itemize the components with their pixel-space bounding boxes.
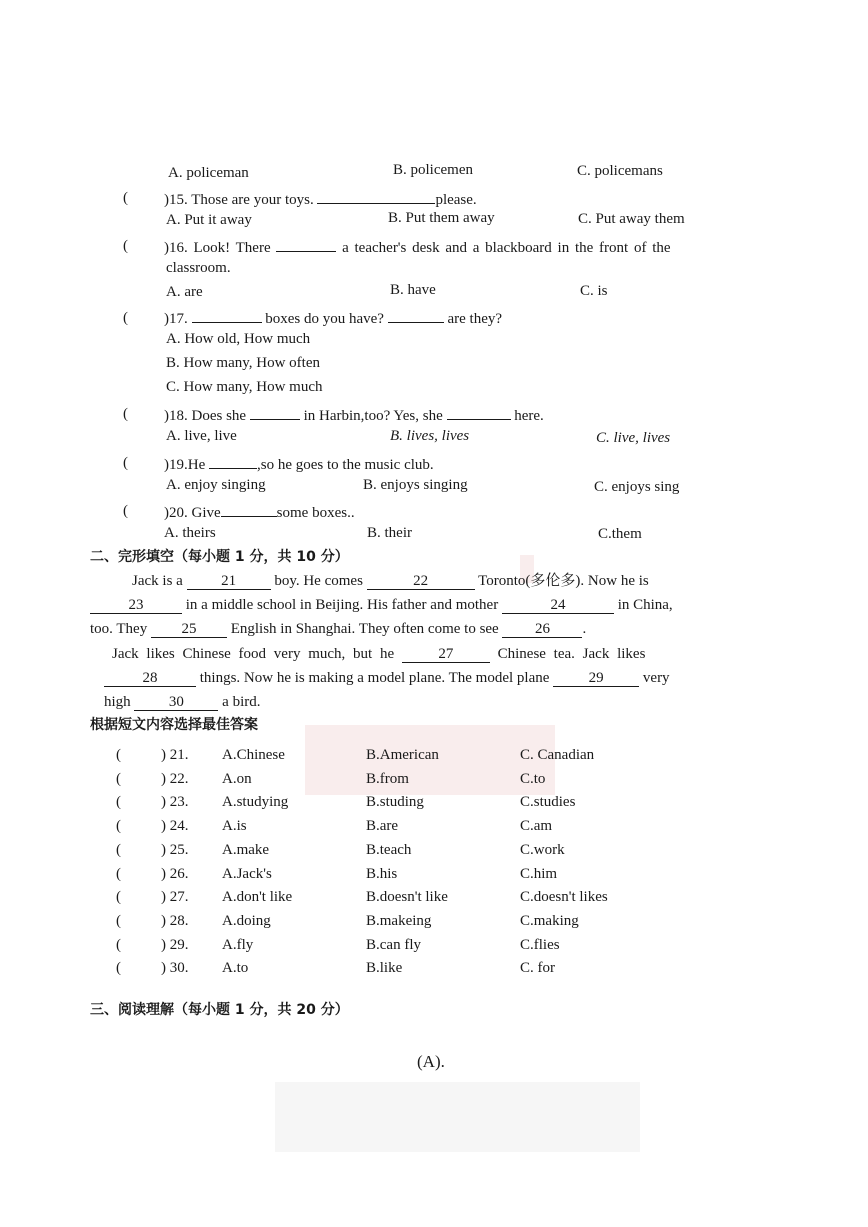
question-number: ) 28. bbox=[161, 913, 189, 929]
question-16 bbox=[164, 235, 671, 257]
question-stem: are they? bbox=[447, 311, 503, 327]
option-a: A.Jack's bbox=[222, 866, 272, 882]
option-a: A.is bbox=[222, 818, 247, 834]
question-stem: classroom. bbox=[166, 260, 231, 276]
question-stem: )18. Does she bbox=[164, 408, 247, 424]
answer-blank bbox=[447, 403, 511, 420]
option-b: B.studing bbox=[366, 794, 424, 810]
answer-paren: ( bbox=[116, 866, 121, 882]
passage-text: boy. He comes bbox=[274, 573, 363, 589]
cloze-blank: 26 bbox=[502, 621, 582, 638]
option-b: B.his bbox=[366, 866, 398, 882]
question-stem: in Harbin,too? Yes, she bbox=[303, 408, 443, 424]
question-number: ) 24. bbox=[161, 818, 189, 834]
passage-text: English in Shanghai. They often come to see bbox=[230, 621, 499, 637]
option-a: A.make bbox=[222, 842, 270, 858]
passage-text: Toronto(多伦多). Now he is bbox=[478, 573, 649, 589]
option-c: C. for bbox=[520, 960, 555, 976]
option-a: A. are bbox=[166, 284, 203, 300]
question-18 bbox=[164, 403, 544, 425]
answer-blank bbox=[192, 306, 262, 323]
question-number: ) 21. bbox=[161, 747, 189, 763]
option-c: C. is bbox=[580, 283, 608, 299]
passage-text: things. Now he is making a model plane. The model plane bbox=[199, 670, 550, 686]
cloze-blank: 24 bbox=[502, 597, 614, 614]
cloze-blank: 27 bbox=[402, 646, 490, 663]
passage-text: a bird. bbox=[222, 694, 261, 710]
passage-label: (A). bbox=[417, 1052, 445, 1071]
option-a: A.to bbox=[222, 960, 249, 976]
question-number: ) 29. bbox=[161, 937, 189, 953]
question-number: ) 22. bbox=[161, 771, 189, 787]
passage-line bbox=[90, 596, 673, 614]
option-c: C.doesn't likes bbox=[520, 889, 608, 905]
passage-text: Jack is a bbox=[132, 573, 183, 589]
option-b: B. lives, lives bbox=[390, 428, 470, 444]
option-a: A.doing bbox=[222, 913, 271, 929]
question-17 bbox=[164, 306, 502, 328]
option-b: B.can fly bbox=[366, 937, 421, 953]
option-b: B.are bbox=[366, 818, 399, 834]
option-c: C. How many, How much bbox=[166, 379, 323, 395]
passage-text: Chinese tea. Jack likes bbox=[497, 646, 646, 662]
option-a: A. live, live bbox=[166, 428, 237, 444]
option-a: A. How old, How much bbox=[166, 331, 311, 347]
option-b: B. policemen bbox=[393, 162, 473, 178]
answer-paren: ( bbox=[116, 913, 121, 929]
answer-paren: ( bbox=[123, 238, 128, 254]
passage-line bbox=[104, 693, 261, 711]
option-c: C.making bbox=[520, 913, 579, 929]
option-a: A.studying bbox=[222, 794, 289, 810]
passage-text: too. They bbox=[90, 621, 148, 637]
option-b: B.from bbox=[366, 771, 409, 787]
question-stem: here. bbox=[514, 408, 544, 424]
answer-paren: ( bbox=[116, 747, 121, 763]
question-stem: )16. Look! There bbox=[164, 240, 271, 256]
question-stem: ,so he goes to the music club. bbox=[257, 457, 434, 473]
option-c: C.him bbox=[520, 866, 558, 882]
passage-line bbox=[104, 669, 670, 687]
option-c: C.to bbox=[520, 771, 546, 787]
question-stem: )20. Give bbox=[164, 505, 221, 521]
question-stem: some boxes.. bbox=[276, 505, 355, 521]
passage-text: . bbox=[582, 621, 587, 637]
cloze-blank: 22 bbox=[367, 573, 475, 590]
cloze-blank: 23 bbox=[90, 597, 182, 614]
answer-blank bbox=[209, 452, 257, 469]
question-number: ) 23. bbox=[161, 794, 189, 810]
passage-line bbox=[90, 620, 586, 638]
question-20 bbox=[164, 500, 355, 522]
answer-paren: ( bbox=[116, 794, 121, 810]
option-b: B.makeing bbox=[366, 913, 432, 929]
answer-paren: ( bbox=[116, 771, 121, 787]
cloze-blank: 29 bbox=[553, 670, 639, 687]
answer-paren: ( bbox=[116, 818, 121, 834]
option-b: B.like bbox=[366, 960, 403, 976]
cloze-blank: 25 bbox=[151, 621, 227, 638]
question-stem: )19.He bbox=[164, 457, 206, 473]
instruction: 根据短文内容选择最佳答案 bbox=[90, 717, 258, 733]
passage-text: Jack likes Chinese food very much, but he bbox=[112, 646, 395, 662]
question-number: ) 27. bbox=[161, 889, 189, 905]
answer-blank bbox=[250, 403, 300, 420]
option-a: A.Chinese bbox=[222, 747, 285, 763]
option-b: B.American bbox=[366, 747, 439, 763]
question-15 bbox=[164, 187, 477, 209]
option-c: C. enjoys sing bbox=[594, 479, 680, 495]
answer-paren: ( bbox=[116, 842, 121, 858]
option-b: B. enjoys singing bbox=[363, 477, 468, 493]
option-a: A. Put it away bbox=[166, 212, 252, 228]
passage-text: high bbox=[104, 694, 131, 710]
option-a: A. policeman bbox=[168, 165, 249, 181]
option-a: A. enjoy singing bbox=[166, 477, 266, 493]
option-a: A.on bbox=[222, 771, 252, 787]
question-stem: )15. Those are your toys. bbox=[164, 192, 314, 208]
question-stem: please. bbox=[435, 192, 477, 208]
option-b: B.teach bbox=[366, 842, 412, 858]
option-c: C. policemans bbox=[577, 163, 663, 179]
answer-blank bbox=[276, 235, 336, 252]
answer-blank bbox=[388, 306, 444, 323]
answer-paren: ( bbox=[123, 455, 128, 471]
answer-blank bbox=[317, 187, 435, 204]
cloze-blank: 21 bbox=[187, 573, 271, 590]
passage-text: in China, bbox=[617, 597, 673, 613]
option-c: C. Canadian bbox=[520, 747, 595, 763]
option-b: B.doesn't like bbox=[366, 889, 448, 905]
answer-paren: ( bbox=[123, 190, 128, 206]
passage-line bbox=[112, 645, 645, 663]
option-c: C.work bbox=[520, 842, 565, 858]
option-b: B. How many, How often bbox=[166, 355, 321, 371]
cloze-blank: 30 bbox=[134, 694, 218, 711]
question-number: ) 26. bbox=[161, 866, 189, 882]
answer-paren: ( bbox=[123, 503, 128, 519]
answer-paren: ( bbox=[116, 960, 121, 976]
section-heading: 三、阅读理解（每小题 1 分，共 20 分） bbox=[90, 1002, 349, 1018]
answer-paren: ( bbox=[116, 889, 121, 905]
option-c: C.flies bbox=[520, 937, 560, 953]
cloze-blank: 28 bbox=[104, 670, 196, 687]
scan-faint-area bbox=[275, 1082, 640, 1152]
option-c: C.am bbox=[520, 818, 553, 834]
question-19 bbox=[164, 452, 434, 474]
option-a: A.don't like bbox=[222, 889, 293, 905]
option-a: A. theirs bbox=[164, 525, 216, 541]
option-b: B. Put them away bbox=[388, 210, 495, 226]
answer-paren: ( bbox=[123, 406, 128, 422]
question-stem: boxes do you have? bbox=[265, 311, 384, 327]
option-a: A.fly bbox=[222, 937, 254, 953]
option-b: B. have bbox=[390, 282, 436, 298]
section-heading: 二、完形填空（每小题 1 分，共 10 分） bbox=[90, 549, 349, 565]
question-number: ) 30. bbox=[161, 960, 189, 976]
question-stem: )17. bbox=[164, 311, 188, 327]
option-c: C.them bbox=[598, 526, 642, 542]
answer-blank bbox=[221, 500, 277, 517]
option-c: C. Put away them bbox=[578, 211, 685, 227]
passage-text: very bbox=[642, 670, 670, 686]
answer-paren: ( bbox=[123, 310, 128, 326]
passage-text: in a middle school in Beijing. His father and mother bbox=[185, 597, 499, 613]
option-c: C.studies bbox=[520, 794, 576, 810]
option-c: C. live, lives bbox=[596, 430, 671, 446]
question-stem: a teacher's desk and a blackboard in the front of the bbox=[342, 240, 671, 256]
passage-line bbox=[132, 572, 649, 590]
option-b: B. their bbox=[367, 525, 412, 541]
answer-paren: ( bbox=[116, 937, 121, 953]
question-number: ) 25. bbox=[161, 842, 189, 858]
